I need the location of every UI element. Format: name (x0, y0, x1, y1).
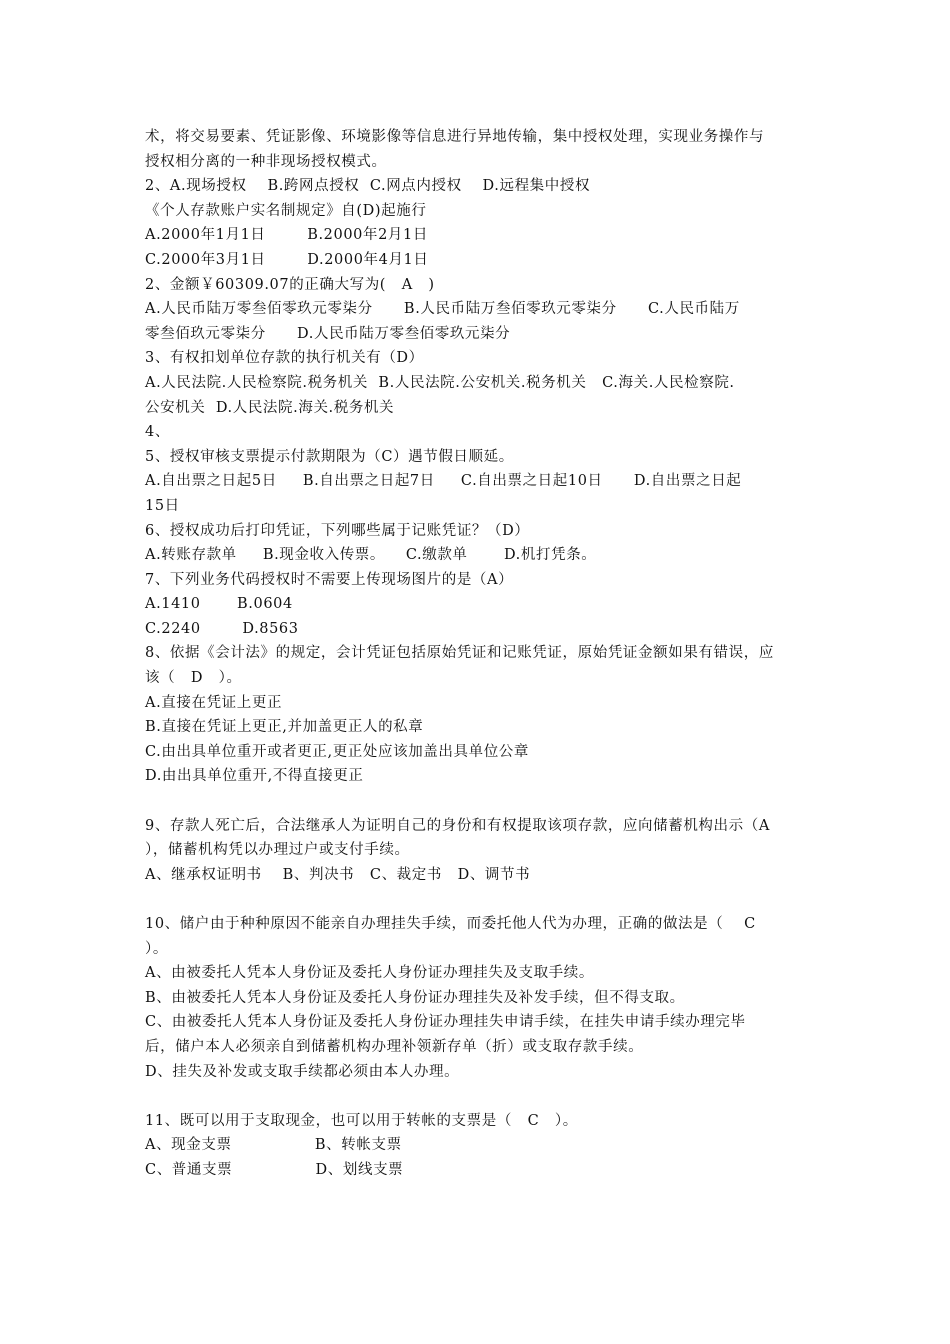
text-line: 授权相分离的一种非现场授权模式。 (145, 153, 387, 170)
text-line: B、由被委托人凭本人身份证及委托人身份证办理挂失及补发手续，但不得支取。 (145, 989, 685, 1006)
text-line: 10、储户由于种种原因不能亲自办理挂失手续，而委托他人代为办理，正确的做法是（ C (145, 916, 756, 932)
text-line: 该（ D ）。 (145, 670, 242, 687)
text-line: 《个人存款账户实名制规定》自(D)起施行 (145, 202, 427, 219)
text-line: ）。 (145, 940, 168, 957)
text-line: C.由出具单位重开或者更正,更正处应该加盖出具单位公章 (145, 743, 529, 760)
text-line: D、挂失及补发或支取手续都必须由本人办理。 (145, 1063, 460, 1080)
text-line: 3、有权扣划单位存款的执行机关有（D） (145, 350, 424, 367)
text-line: 7、下列业务代码授权时不需要上传现场图片的是（A） (145, 571, 514, 588)
text-line: C、由被委托人凭本人身份证及委托人身份证办理挂失申请手续，在挂失申请手续办理完毕 (145, 1014, 746, 1031)
text-line: A、由被委托人凭本人身份证及委托人身份证办理挂失及支取手续。 (145, 965, 594, 982)
text-line: 9、存款人死亡后，合法继承人为证明自己的身份和有权提取该项存款，应向储蓄机构出示（A (145, 817, 770, 834)
text-line: 15日 (145, 497, 180, 514)
blank-line (145, 789, 810, 814)
text-line: ），储蓄机构凭以办理过户或支付手续。 (145, 842, 410, 859)
text-line: A.直接在凭证上更正 (145, 694, 283, 711)
text-line: C.2240 D.8563 (145, 620, 299, 637)
text-line: C.2000年3月1日 D.2000年4月1日 (145, 251, 429, 268)
text-line: 2、A.现场授权 B.跨网点授权 C.网点内授权 D.远程集中授权 (145, 178, 591, 195)
text-line: 后，储户本人必须亲自到储蓄机构办理补领新存单（折）或支取存款手续。 (145, 1038, 644, 1055)
text-line: 零叁佰玖元零柒分 D.人民币陆万零叁佰零玖元柒分 (145, 325, 511, 342)
text-line: B.直接在凭证上更正,并加盖更正人的私章 (145, 719, 424, 736)
text-line: 5、授权审核支票提示付款期限为（C）遇节假日顺延。 (145, 448, 514, 465)
blank-line (145, 1084, 810, 1109)
text-line: A.人民币陆万零叁佰零玖元零柒分 B.人民币陆万叁佰零玖元零柒分 C.人民币陆万 (145, 301, 740, 318)
text-line: A、现金支票 B、转帐支票 (145, 1137, 402, 1154)
text-line: C、普通支票 D、划线支票 (145, 1161, 404, 1178)
text-line: 6、授权成功后打印凭证，下列哪些属于记账凭证？（D） (145, 522, 530, 539)
text-line: 2、金额￥60309.07的正确大写为( A ) (145, 276, 435, 293)
text-line: A.转账存款单 B.现金收入传票。 C.缴款单 D.机打凭条。 (145, 547, 597, 564)
text-line: D.由出具单位重开,不得直接更正 (145, 768, 364, 785)
text-line: 公安机关 D.人民法院.海关.税务机关 (145, 399, 395, 416)
text-line: 4、 (145, 424, 170, 441)
document-body (145, 125, 810, 1183)
text-line: A.人民法院.人民检察院.税务机关 B.人民法院.公安机关.税务机关 C.海关.人民检察院. (145, 374, 735, 391)
text-line: A、继承权证明书 B、判决书 C、裁定书 D、调节书 (145, 866, 531, 883)
text-line: 11、既可以用于支取现金，也可以用于转帐的支票是（ C ）。 (145, 1112, 578, 1129)
text-line: 8、依据《会计法》的规定，会计凭证包括原始凭证和记账凭证，原始凭证金额如果有错误，应 (145, 645, 774, 662)
text-line: 术，将交易要素、凭证影像、环境影像等信息进行异地传输，集中授权处理，实现业务操作与 (145, 129, 765, 145)
text-line: A.自出票之日起5日 B.自出票之日起7日 C.自出票之日起10日 D.自出票之日起 (145, 473, 742, 490)
blank-line (145, 887, 810, 912)
text-line: A.2000年1月1日 B.2000年2月1日 (145, 227, 428, 244)
text-line: A.1410 B.0604 (145, 596, 293, 613)
